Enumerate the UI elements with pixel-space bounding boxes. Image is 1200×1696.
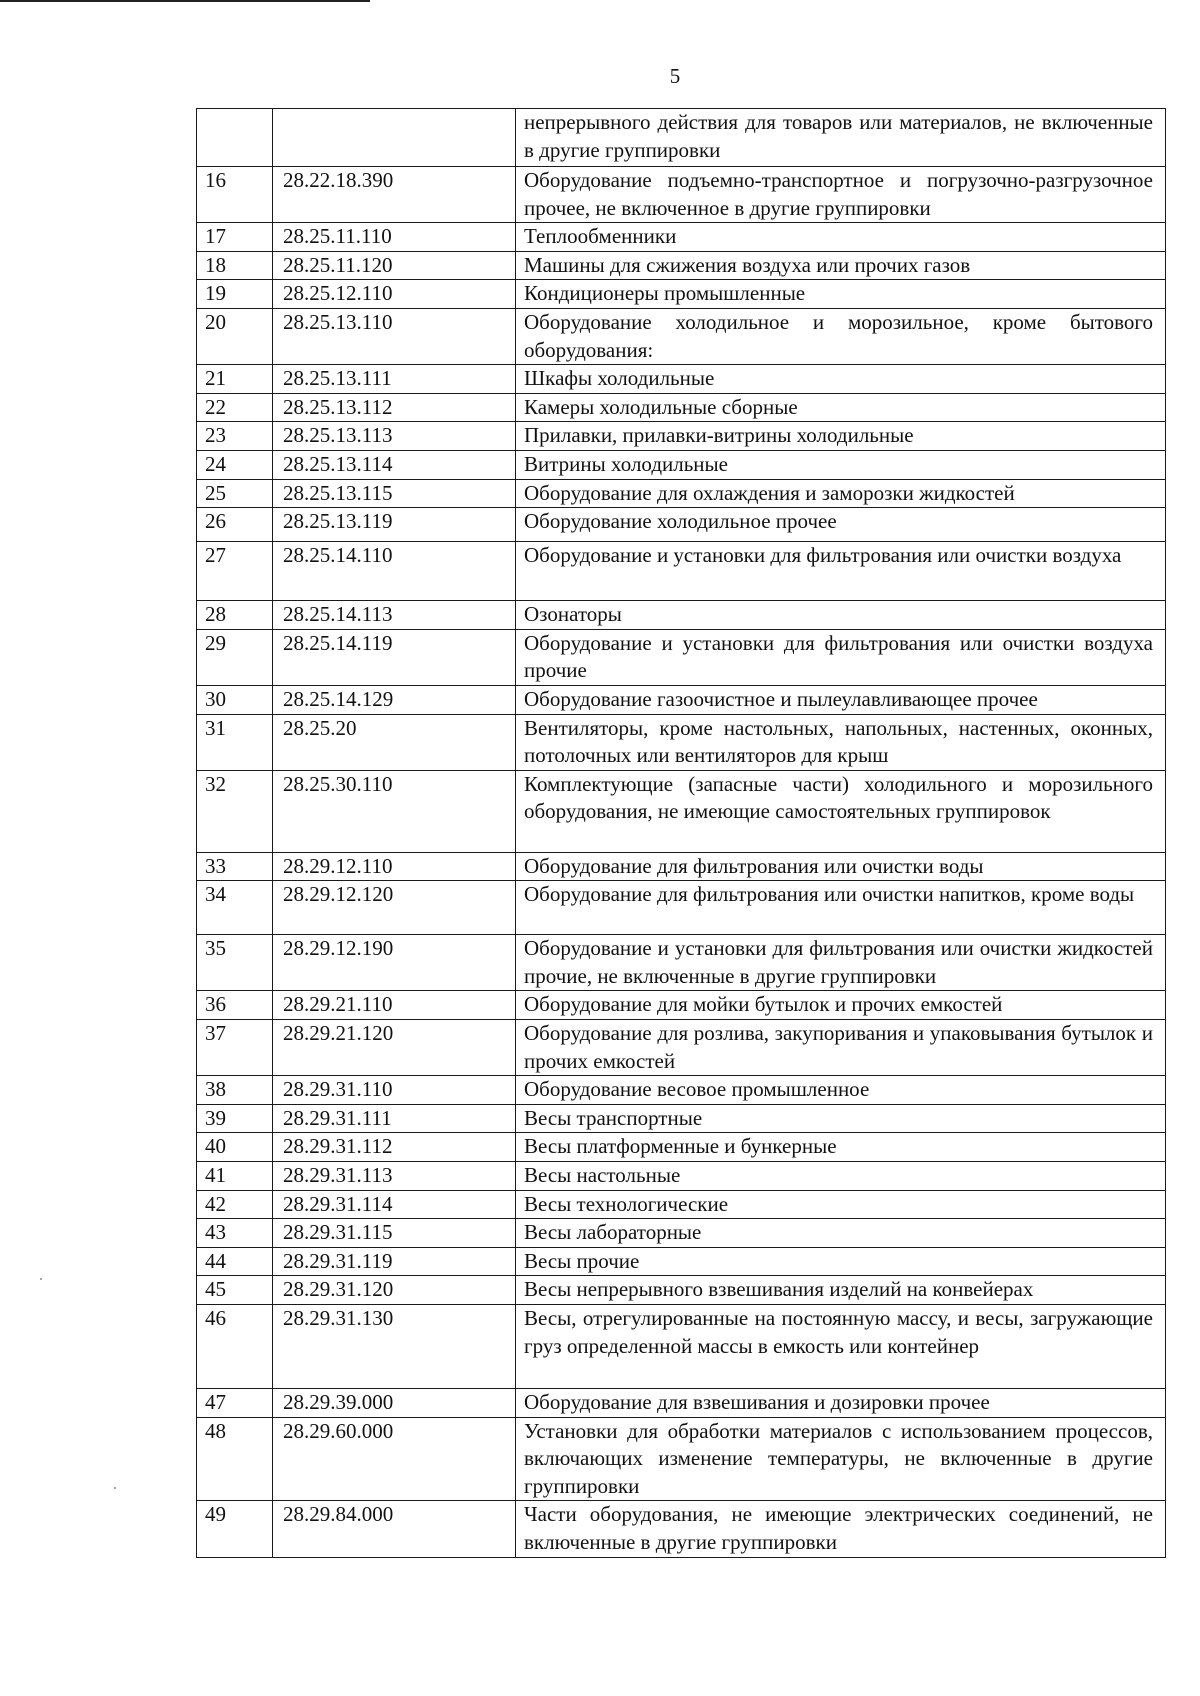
row-code (273, 109, 516, 167)
row-description: Оборудование подъемно-транспортное и погрузочно-разгрузочное прочее, не включенное в другие группировки (516, 167, 1166, 223)
row-number: 20 (197, 308, 273, 364)
table-row (197, 1190, 1166, 1219)
row-code: 28.29.31.111 (273, 1104, 516, 1133)
row-description: Оборудование весовое промышленное (516, 1076, 1166, 1105)
row-description: Весы платформенные и бункерные (516, 1133, 1166, 1162)
table-row (197, 223, 1166, 252)
row-number: 18 (197, 251, 273, 280)
row-description: Озонаторы (516, 601, 1166, 630)
row-description: Оборудование для фильтрования или очистки воды (516, 852, 1166, 881)
row-number: 30 (197, 685, 273, 714)
table-row (197, 251, 1166, 280)
row-number: 44 (197, 1247, 273, 1276)
table-row (197, 714, 1166, 770)
row-description: Кондиционеры промышленные (516, 280, 1166, 309)
table-row (197, 1276, 1166, 1305)
table-row (197, 935, 1166, 991)
table-row (197, 1219, 1166, 1248)
row-code: 28.29.12.190 (273, 935, 516, 991)
row-description: Оборудование газоочистное и пылеулавливающее прочее (516, 685, 1166, 714)
table-row (197, 365, 1166, 394)
row-code: 28.25.13.113 (273, 422, 516, 451)
row-number: 34 (197, 881, 273, 935)
row-code: 28.29.60.000 (273, 1417, 516, 1501)
table-row (197, 280, 1166, 309)
row-description: Весы прочие (516, 1247, 1166, 1276)
row-number: 41 (197, 1162, 273, 1191)
row-description: Оборудование для охлаждения и заморозки жидкостей (516, 479, 1166, 508)
classification-table (196, 108, 1166, 1558)
row-code: 28.25.11.110 (273, 223, 516, 252)
row-number: 25 (197, 479, 273, 508)
row-code: 28.29.84.000 (273, 1501, 516, 1558)
table-row (197, 167, 1166, 223)
table-row (197, 1162, 1166, 1191)
row-code: 28.29.31.113 (273, 1162, 516, 1191)
row-description: Весы технологические (516, 1190, 1166, 1219)
row-number: 31 (197, 714, 273, 770)
table-row (197, 393, 1166, 422)
row-number: 33 (197, 852, 273, 881)
row-code: 28.29.39.000 (273, 1389, 516, 1418)
table-row (197, 1501, 1166, 1558)
table-row (197, 1389, 1166, 1418)
row-description: Оборудование холодильное прочее (516, 508, 1166, 542)
row-number: 40 (197, 1133, 273, 1162)
row-description: Весы транспортные (516, 1104, 1166, 1133)
table-body (197, 109, 1166, 1558)
row-description: Оборудование и установки для фильтрования или очистки воздуха прочие (516, 629, 1166, 685)
row-description: Оборудование для мойки бутылок и прочих емкостей (516, 991, 1166, 1020)
row-description: Вентиляторы, кроме настольных, напольных, настенных, оконных, потолочных или вентиляторов для крыш (516, 714, 1166, 770)
row-description: Витрины холодильные (516, 450, 1166, 479)
row-description: непрерывного действия для товаров или материалов, не включенные в другие группировки (516, 109, 1166, 167)
row-description: Прилавки, прилавки-витрины холодильные (516, 422, 1166, 451)
row-code: 28.25.11.120 (273, 251, 516, 280)
scan-speck (40, 1278, 42, 1280)
row-number: 39 (197, 1104, 273, 1133)
table-row (197, 601, 1166, 630)
row-description: Оборудование для розлива, закупоривания и упаковывания бутылок и прочих емкостей (516, 1020, 1166, 1076)
row-code: 28.29.21.110 (273, 991, 516, 1020)
row-number: 47 (197, 1389, 273, 1418)
table-row (197, 991, 1166, 1020)
row-code: 28.25.14.110 (273, 542, 516, 601)
table-row (197, 109, 1166, 167)
row-description: Комплектующие (запасные части) холодильного и морозильного оборудования, не имеющие самостоятельных группировок (516, 770, 1166, 852)
row-number: 21 (197, 365, 273, 394)
row-code: 28.25.20 (273, 714, 516, 770)
row-number: 49 (197, 1501, 273, 1558)
row-description: Шкафы холодильные (516, 365, 1166, 394)
row-number: 45 (197, 1276, 273, 1305)
row-number: 43 (197, 1219, 273, 1248)
row-description: Установки для обработки материалов с использованием процессов, включающих изменение температуры, не включенные в другие группировки (516, 1417, 1166, 1501)
row-description: Теплообменники (516, 223, 1166, 252)
table-row (197, 542, 1166, 601)
row-number: 35 (197, 935, 273, 991)
row-number: 42 (197, 1190, 273, 1219)
table-row (197, 308, 1166, 364)
table-row (197, 852, 1166, 881)
row-code: 28.25.12.110 (273, 280, 516, 309)
table-row (197, 1417, 1166, 1501)
row-code: 28.29.31.130 (273, 1305, 516, 1389)
row-description: Камеры холодильные сборные (516, 393, 1166, 422)
row-number: 16 (197, 167, 273, 223)
row-number: 37 (197, 1020, 273, 1076)
scan-edge-mark (0, 0, 370, 2)
table-row (197, 770, 1166, 852)
row-number: 32 (197, 770, 273, 852)
row-number: 23 (197, 422, 273, 451)
row-number: 19 (197, 280, 273, 309)
row-number: 46 (197, 1305, 273, 1389)
row-description: Весы лабораторные (516, 1219, 1166, 1248)
row-code: 28.25.13.110 (273, 308, 516, 364)
row-description: Весы непрерывного взвешивания изделий на конвейерах (516, 1276, 1166, 1305)
row-number: 48 (197, 1417, 273, 1501)
row-code: 28.25.13.112 (273, 393, 516, 422)
page-number: 5 (669, 64, 681, 88)
row-description: Оборудование для взвешивания и дозировки прочее (516, 1389, 1166, 1418)
table-row (197, 685, 1166, 714)
table-row (197, 1104, 1166, 1133)
row-description: Оборудование для фильтрования или очистки напитков, кроме воды (516, 881, 1166, 935)
row-number (197, 109, 273, 167)
row-description: Оборудование и установки для фильтрования или очистки жидкостей прочие, не включенные в другие группировки (516, 935, 1166, 991)
row-number: 24 (197, 450, 273, 479)
table-row (197, 479, 1166, 508)
row-code: 28.29.31.112 (273, 1133, 516, 1162)
row-code: 28.25.14.119 (273, 629, 516, 685)
row-code: 28.29.21.120 (273, 1020, 516, 1076)
row-number: 29 (197, 629, 273, 685)
row-code: 28.29.31.120 (273, 1276, 516, 1305)
row-description: Оборудование и установки для фильтрования или очистки воздуха (516, 542, 1166, 601)
row-code: 28.25.14.129 (273, 685, 516, 714)
table-row (197, 1020, 1166, 1076)
scan-speck (114, 1487, 116, 1489)
row-code: 28.25.14.113 (273, 601, 516, 630)
row-code: 28.29.31.110 (273, 1076, 516, 1105)
row-code: 28.29.12.110 (273, 852, 516, 881)
table-row (197, 881, 1166, 935)
table-row (197, 422, 1166, 451)
row-description: Весы, отрегулированные на постоянную массу, и весы, загружающие груз определенной массы в емкость или контейнер (516, 1305, 1166, 1389)
row-description: Весы настольные (516, 1162, 1166, 1191)
row-number: 26 (197, 508, 273, 542)
row-code: 28.29.31.119 (273, 1247, 516, 1276)
row-code: 28.29.12.120 (273, 881, 516, 935)
row-description: Части оборудования, не имеющие электрических соединений, не включенные в другие группировки (516, 1501, 1166, 1558)
row-code: 28.29.31.115 (273, 1219, 516, 1248)
row-number: 28 (197, 601, 273, 630)
table-row (197, 508, 1166, 542)
row-code: 28.25.30.110 (273, 770, 516, 852)
table-row (197, 1133, 1166, 1162)
row-code: 28.25.13.119 (273, 508, 516, 542)
row-number: 38 (197, 1076, 273, 1105)
table-row (197, 629, 1166, 685)
row-number: 36 (197, 991, 273, 1020)
row-code: 28.25.13.111 (273, 365, 516, 394)
table-row (197, 1076, 1166, 1105)
table-row (197, 450, 1166, 479)
row-code: 28.25.13.114 (273, 450, 516, 479)
row-code: 28.22.18.390 (273, 167, 516, 223)
row-description: Машины для сжижения воздуха или прочих газов (516, 251, 1166, 280)
row-code: 28.29.31.114 (273, 1190, 516, 1219)
table-row (197, 1247, 1166, 1276)
row-number: 22 (197, 393, 273, 422)
row-number: 17 (197, 223, 273, 252)
row-description: Оборудование холодильное и морозильное, кроме бытового оборудования: (516, 308, 1166, 364)
row-code: 28.25.13.115 (273, 479, 516, 508)
table-row (197, 1305, 1166, 1389)
row-number: 27 (197, 542, 273, 601)
